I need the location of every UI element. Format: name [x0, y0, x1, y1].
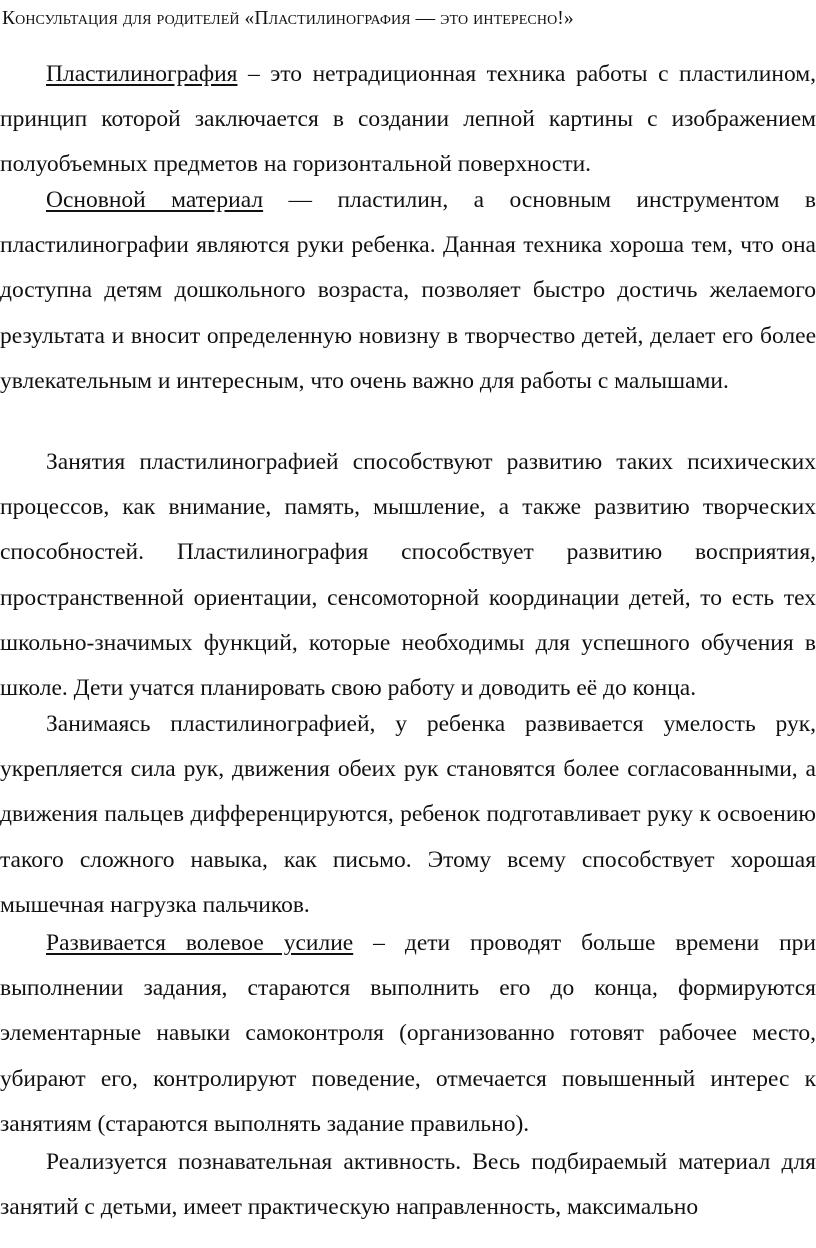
- underlined-term: Основной материал: [46, 187, 264, 213]
- document-title: Консультация для родителей «Пластилинография — это интересно!»: [2, 8, 574, 29]
- paragraph-material: [0, 178, 816, 404]
- paragraph-text: Реализуется познавательная активность. Весь подбираемый материал для занятий с детьми, имеет практическую направленность, максимально: [0, 1149, 816, 1221]
- paragraph-willpower: [0, 921, 816, 1147]
- underlined-term: Развивается волевое усилие: [46, 930, 354, 956]
- underlined-term: Пластилинография: [46, 61, 238, 87]
- paragraph-motor-skills: [0, 702, 816, 928]
- paragraph-text: Занимаясь пластилинографией, у ребенка развивается умелость рук, укрепляется сила рук, движения обеих рук становятся более согласованными, а движения пальцев дифференцируются, ребенок подготавливает руку к освоению такого сложного навыка, как письмо. Этому всему способствует хорошая мышечная нагрузка пальчиков.: [0, 711, 816, 918]
- paragraph-text: — пластилин, а основным инструментом в пластилинографии являются руки ребенка. Данная техника хороша тем, что она доступна детям дошкольного возраста, позволяет быстро достичь желаемого результата и вносит определенную новизну в творчество детей, делает его более увлекательным и интересным, что очень важно для работы с малышами.: [0, 187, 816, 394]
- paragraph-text: – дети проводят больше времени при выполнении задания, стараются выполнить его до конца, формируются элементарные навыки самоконтроля (организованно готовят рабочее место, убирают его, контролируют поведение, отмечается повышенный интерес к занятиям (стараются выполнять задание правильно).: [0, 930, 816, 1137]
- paragraph-cognitive-activity: [0, 1140, 816, 1230]
- paragraph-text: Занятия пластилинографией способствуют развитию таких психических процессов, как внимание, память, мышление, а также развитию творческих способностей. Пластилинография способствует развитию восприятия, пространственной ориентации, сенсомоторной координации детей, то есть тех школьно-значимых функций, которые необходимы для успешного обучения в школе. Дети учатся планировать свою работу и доводить её до конца.: [0, 449, 816, 702]
- paragraph-text: – это нетрадиционная техника работы с пластилином, принцип которой заключается в создании лепной картины с изображением полуобъемных предметов на горизонтальной поверхности.: [0, 61, 816, 178]
- paragraph-mental-processes: [0, 440, 816, 711]
- paragraph-definition: [0, 52, 816, 188]
